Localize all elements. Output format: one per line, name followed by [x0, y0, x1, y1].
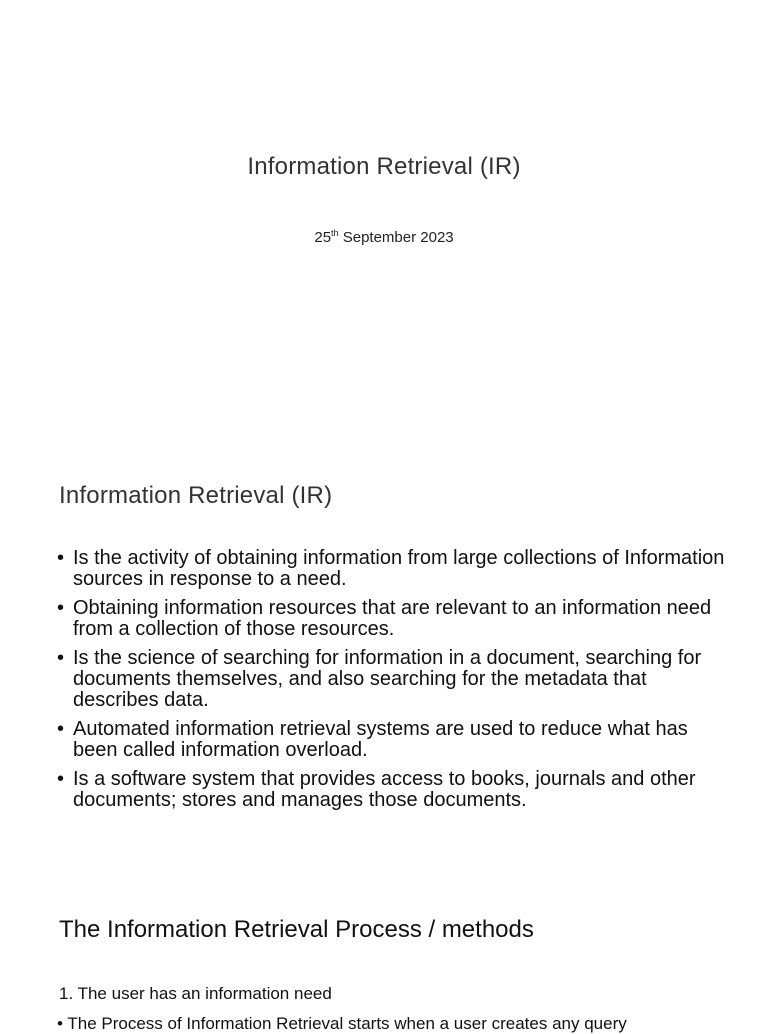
bullet-dot: •: [57, 768, 65, 790]
bullet-text: Is the activity of obtaining information from large collections of Information sources in response to a need.: [73, 547, 725, 590]
slide-heading: The Information Retrieval Process / methods: [59, 916, 534, 943]
slide-title: [0, 0, 768, 432]
date-month-year: September 2023: [338, 229, 454, 246]
presentation-date: [0, 229, 768, 246]
bullet-item: [57, 598, 737, 640]
bullet-list: [57, 548, 737, 819]
slide-ir-process: [0, 864, 768, 1033]
bullet-item: [57, 719, 737, 761]
bullet-dot: •: [57, 547, 65, 569]
bullet-item: [57, 548, 737, 590]
date-day: 25: [314, 229, 332, 246]
slide-heading: Information Retrieval (IR): [59, 482, 333, 509]
bullet-dot: •: [57, 597, 65, 619]
bullet-item: [57, 769, 737, 811]
presentation-title: Information Retrieval (IR): [247, 153, 521, 180]
bullet-text: Is a software system that provides access to books, journals and other documents; stores and manages those documents.: [73, 768, 696, 811]
bullet-text-partial: • The Process of Information Retrieval starts when a user creates any query: [57, 1014, 627, 1033]
bullet-text: Automated information retrieval systems are used to reduce what has been called information overload.: [73, 718, 688, 761]
bullet-text: Obtaining information resources that are relevant to an information need from a collection of those resources.: [73, 597, 712, 640]
bullet-text: Is the science of searching for information in a document, searching for documents themselves, and also searching for the metadata that describes data.: [73, 647, 702, 711]
bullet-dot: •: [57, 647, 65, 669]
numbered-item: 1. The user has an information need: [59, 984, 332, 1003]
bullet-item: [57, 648, 737, 711]
date-suffix: th: [331, 228, 339, 238]
bullet-dot: •: [57, 718, 65, 740]
slide-ir-definition: [0, 432, 768, 864]
